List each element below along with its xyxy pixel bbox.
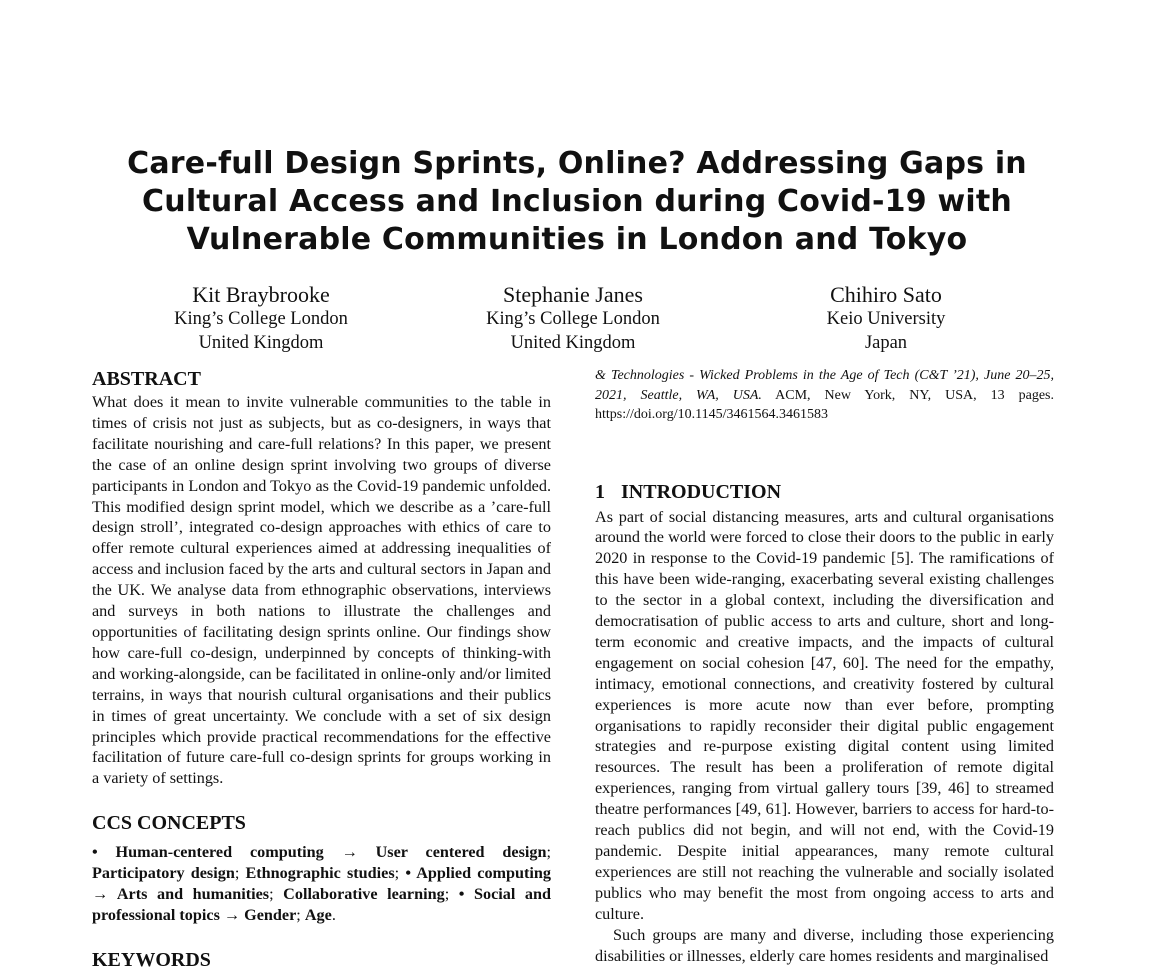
ccs-concepts	[92, 842, 551, 926]
author-country: United Kingdom	[510, 332, 636, 353]
ccs-part: • Applied computing → Arts and humanities	[92, 864, 552, 904]
left-column	[92, 366, 551, 973]
author-name: Kit Braybrooke	[192, 282, 330, 307]
abstract-heading: ABSTRACT	[92, 368, 201, 390]
author-affiliation: King’s College London	[486, 309, 660, 329]
ccs-separator: ;	[546, 843, 551, 862]
author-country: United Kingdom	[198, 332, 324, 353]
author-1	[111, 282, 411, 355]
ccs-part: Ethnographic studies	[245, 864, 395, 883]
author-name: Chihiro Sato	[830, 282, 942, 307]
right-column	[595, 366, 1054, 966]
reference-details: ACM, New York, NY, USA, 13 pages. https://doi.org/10.1145/3461564.3461583	[595, 387, 1054, 422]
ccs-part: Participatory design	[92, 864, 235, 883]
ccs-part: Collaborative learning	[283, 885, 445, 904]
ccs-separator: ;	[394, 864, 406, 883]
abstract-text: What does it mean to invite vulnerable communities to the table in times of crisis not just as subjects, but as co-designers, in ways that facilitate nourishing and care-full relations? In this paper, we present the case of an online design sprint involving two groups of diverse participants in London and Tokyo as the Covid-19 pandemic unfolded. This modified design sprint model, which we describe as a ’care-full design stroll’, integrated co-design approaches with ethics of care to offer remote cultural experiences aimed at addressing inequalities of access and inclusion faced by the arts and cultural sectors in Japan and the UK. We analyse data from ethnographic observations, interviews and surveys in both nations to illustrate the challenges and opportunities of facilitating design sprints online. Our findings show how care-full co-design, underpinned by concepts of thinking-with and working-alongside, can be facilitated in online-only and/or limited terrains, in ways that nourish cultural organisations and their publics in times of great uncertainty. We conclude with a set of six design principles which provide practical recommendations for the effective facilitation of future care-full co-design sprints for groups working in a variety of settings.	[92, 393, 551, 788]
author-3	[736, 282, 1036, 355]
author-name: Stephanie Janes	[503, 282, 643, 307]
author-2	[423, 282, 723, 355]
introduction-paragraph-1: As part of social distancing measures, arts and cultural organisations around the world were forced to close their doors to the public in early 2020 in response to the Covid-19 pandemic [5]. The ramifications of this have been wide-ranging, exacerbating several existing challenges to the sector in a global context, including the diversification and democratisation of public access to arts and culture, short and long-term economic and creative impacts, and the impacts of cultural engagement on social cohesion [47, 60]. The need for the empathy, intimacy, emotional connections, and creativity fostered by cultural experiences is more acute now than ever before, prompting organisations to rapidly reconsider their digital public engagement strategies and re-purpose existing digital content using limited resources. The result has been a proliferation of remote digital experiences, ranging from virtual gallery tours [39, 46] to streamed theatre performances [49, 61]. However, barriers to access for hard-to-reach publics did not begin, and will not end, with the Covid-19 pandemic. Despite initial appearances, many remote cultural experiences are still not reaching the vulnerable and socially isolated publics who may benefit the most from ongoing access to arts and culture.	[595, 507, 1054, 923]
keywords-heading: KEYWORDS	[92, 948, 211, 971]
ccs-separator: ;	[234, 864, 246, 883]
ccs-part: Age	[304, 905, 332, 924]
ccs-separator: .	[331, 905, 336, 924]
ccs-heading: CCS CONCEPTS	[92, 812, 246, 835]
section-title: INTRODUCTION	[621, 480, 782, 503]
reference-format	[595, 366, 1054, 425]
ccs-part: • Social and professional topics → Gender	[92, 885, 551, 924]
ccs-separator: ;	[269, 885, 284, 904]
introduction-paragraph-2: Such groups are many and diverse, including those experiencing disabilities or illnesses, elderly care homes residents and marginalised	[595, 925, 1054, 965]
author-affiliation: King’s College London	[174, 309, 348, 329]
introduction-heading	[595, 479, 1054, 505]
author-country: Japan	[864, 332, 908, 353]
author-affiliation: Keio University	[826, 309, 946, 329]
section-number: 1	[595, 480, 605, 503]
ccs-part: • Human-centered computing → User centered design	[92, 843, 547, 862]
ccs-separator: ;	[444, 885, 459, 904]
ccs-separator: ;	[296, 905, 305, 924]
paper-title: Care-full Design Sprints, Online? Addressing Gaps in Cultural Access and Inclusion during Covid-19 with Vulnerable Communities in London and Tokyo	[127, 146, 1027, 257]
reference-venue: & Technologies - Wicked Problems in the Age of Tech (C&T ’21), June 20–25, 2021, Seattle, WA, USA.	[595, 368, 1054, 403]
